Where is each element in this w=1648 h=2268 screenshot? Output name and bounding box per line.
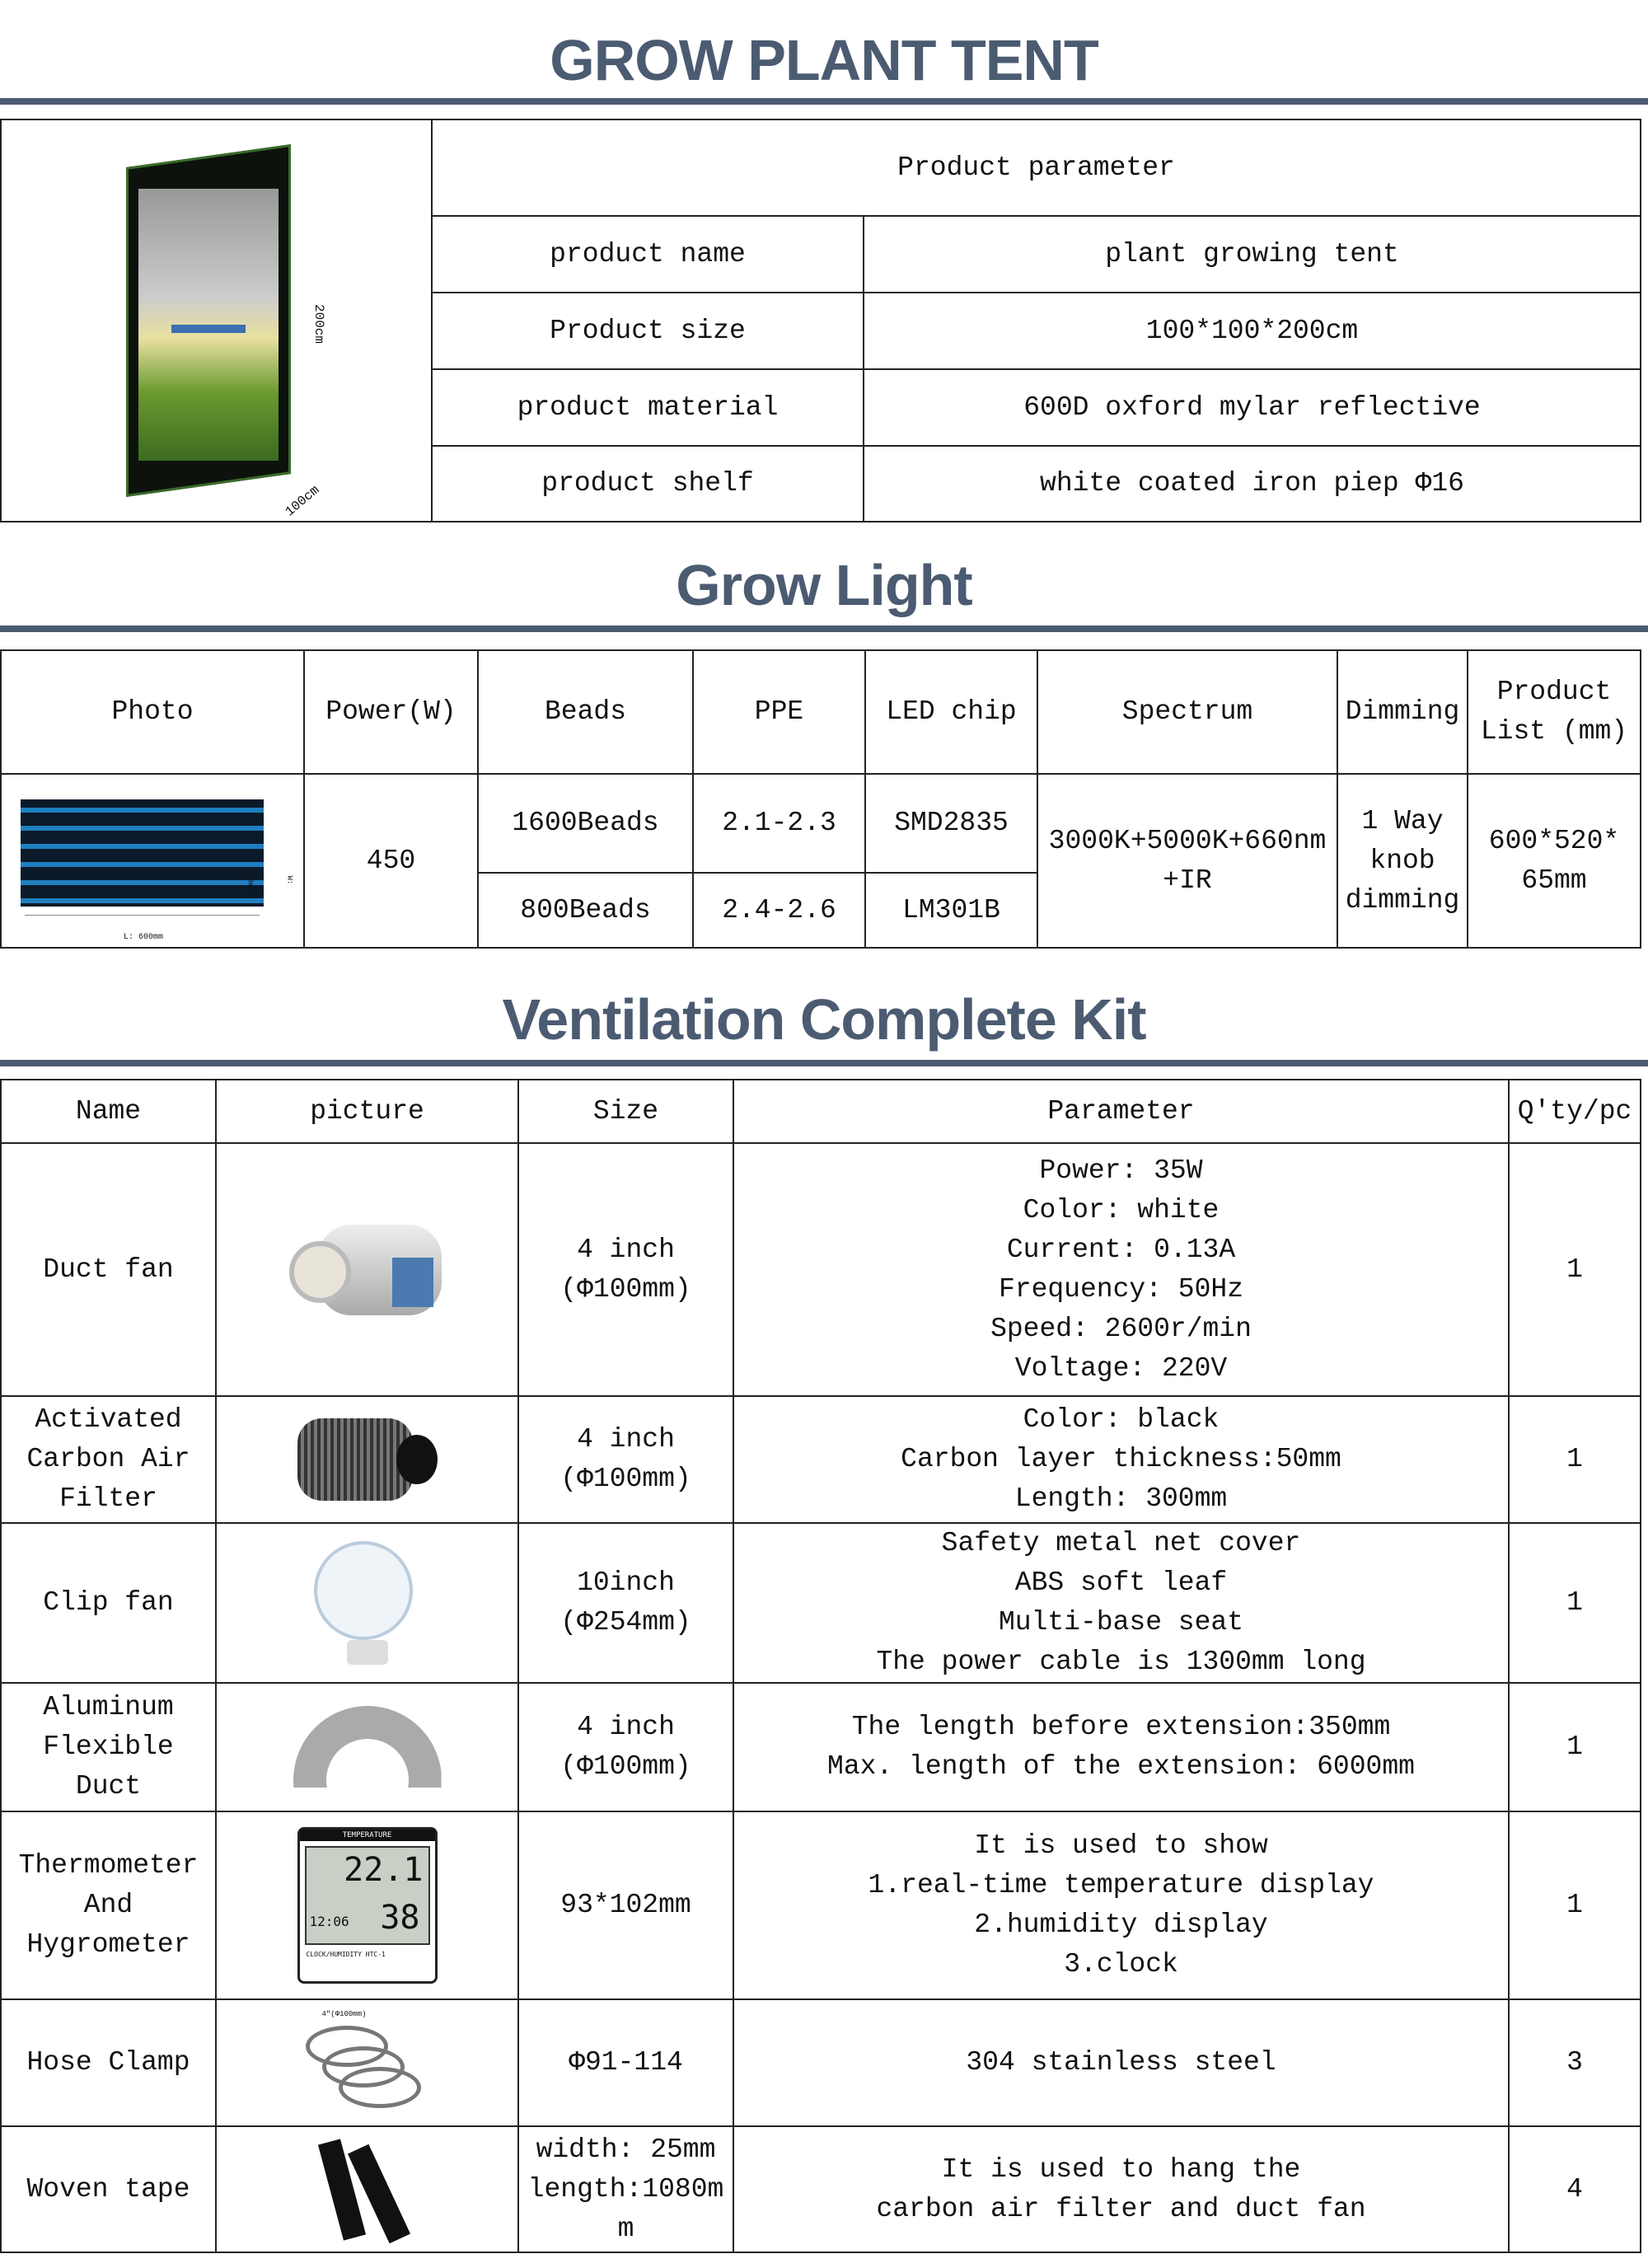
param-line: 2.humidity display [974, 1910, 1268, 1940]
item-picture [216, 2126, 518, 2252]
header-photo: Photo [1, 650, 304, 774]
item-name: Woven tape [1, 2126, 216, 2252]
param-line: Multi-base seat [998, 1607, 1244, 1638]
header-beads: Beads [478, 650, 693, 774]
tent-parameter-table [0, 119, 1641, 522]
thermometer-image [297, 1827, 438, 1984]
lcd-humidity: 38 [380, 1899, 420, 1937]
item-parameters [733, 1396, 1509, 1523]
item-name: Aluminum Flexible Duct [1, 1683, 216, 1811]
power-value: 450 [304, 774, 478, 948]
param-line: ABS soft leaf [1014, 1567, 1228, 1598]
lcd-time: 12:06 [309, 1914, 349, 1929]
header-dimming: Dimming [1337, 650, 1468, 774]
param-value: 100*100*200cm [864, 293, 1641, 369]
item-picture [216, 1683, 518, 1811]
param-line: 1.real-time temperature display [868, 1870, 1374, 1900]
table-row [1, 1683, 1641, 1811]
param-line: carbon air filter and duct fan [876, 2193, 1366, 2224]
clamp-size-label: 4"(Φ100mm) [321, 2010, 367, 2018]
tent-height-label: 200cm [311, 303, 326, 344]
param-value: white coated iron piep Φ16 [864, 446, 1641, 522]
spectrum-value: 3000K+5000K+660nm +IR [1037, 774, 1337, 948]
item-picture [216, 1999, 518, 2126]
param-line: The power cable is 1300mm long [876, 1647, 1366, 1677]
dimming-value: 1 Way knob dimming [1337, 774, 1468, 948]
header-parameter: Parameter [733, 1080, 1509, 1143]
table-row [1, 1523, 1641, 1683]
header-picture: picture [216, 1080, 518, 1143]
item-qty: 1 [1509, 1143, 1641, 1396]
product-list-value: 600*520* 65mm [1468, 774, 1641, 948]
param-line: It is used to hang the [941, 2153, 1301, 2185]
item-parameters [733, 1811, 1509, 1999]
param-value: plant growing tent [864, 216, 1641, 293]
item-qty: 1 [1509, 1523, 1641, 1683]
grow-light-image [21, 791, 294, 942]
ppe-value: 2.4-2.6 [693, 873, 865, 948]
table-row [1, 1999, 1641, 2126]
ventilation-kit-table [0, 1079, 1641, 2253]
light-width-label: W: 520mm [246, 868, 294, 891]
tent-width-label: 100cm [282, 482, 322, 520]
table-row [1, 1143, 1641, 1396]
item-size: width: 25mm length:1080mm [518, 2126, 733, 2252]
carbon-filter-image [297, 1414, 438, 1505]
param-line: 3.clock [1064, 1949, 1178, 1980]
lcd-temperature: 22.1 [344, 1851, 424, 1889]
hose-clamp-image [297, 2009, 438, 2116]
item-size: Φ91-114 [518, 1999, 733, 2126]
param-line: Power: 35W [1039, 1155, 1203, 1186]
param-line: The length before extension:350mm [851, 1712, 1391, 1742]
header-name: Name [1, 1080, 216, 1143]
param-line: 304 stainless steel [966, 2047, 1276, 2078]
item-parameters [733, 1999, 1509, 2126]
flexible-duct-image [285, 1702, 450, 1792]
param-line: Length: 300mm [1014, 1483, 1228, 1514]
param-line: Color: white [1023, 1194, 1220, 1225]
item-size: 10inch (Φ254mm) [518, 1523, 733, 1683]
item-picture [216, 1396, 518, 1523]
param-line: Color: black [1023, 1404, 1220, 1435]
param-label: product name [432, 216, 864, 293]
clip-fan-image [306, 1533, 429, 1673]
param-line: Carbon layer thickness:50mm [901, 1444, 1341, 1474]
item-qty: 1 [1509, 1396, 1641, 1523]
item-name: Clip fan [1, 1523, 216, 1683]
item-parameters [733, 1143, 1509, 1396]
item-size: 93*102mm [518, 1811, 733, 1999]
item-qty: 1 [1509, 1683, 1641, 1811]
tent-image [101, 139, 332, 520]
item-picture [216, 1811, 518, 1999]
beads-value: 1600Beads [478, 774, 693, 873]
param-line: Speed: 2600r/min [990, 1313, 1252, 1344]
param-line: It is used to show [974, 1830, 1268, 1861]
section-divider [0, 1060, 1648, 1066]
param-line: Frequency: 50Hz [998, 1273, 1244, 1305]
item-name: Hose Clamp [1, 1999, 216, 2126]
table-row [1, 1396, 1641, 1523]
section-divider [0, 98, 1648, 105]
section-divider [0, 626, 1648, 632]
item-qty: 3 [1509, 1999, 1641, 2126]
ppe-value: 2.1-2.3 [693, 774, 865, 873]
tent-section-title: GROW PLANT TENT [550, 28, 1098, 92]
chip-value: SMD2835 [865, 774, 1037, 873]
item-name: Activated Carbon Air Filter [1, 1396, 216, 1523]
param-line: Current: 0.13A [1006, 1234, 1236, 1265]
param-value: 600D oxford mylar reflective [864, 369, 1641, 446]
item-parameters [733, 1523, 1509, 1683]
param-line: Voltage: 220V [1014, 1352, 1228, 1384]
item-parameters [733, 1683, 1509, 1811]
item-picture [216, 1523, 518, 1683]
item-size: 4 inch (Φ100mm) [518, 1683, 733, 1811]
item-size: 4 inch (Φ100mm) [518, 1143, 733, 1396]
param-label: product shelf [432, 446, 864, 522]
woven-tape-image [306, 2136, 429, 2243]
light-photo-cell [1, 774, 304, 948]
item-picture [216, 1143, 518, 1396]
light-section-title: Grow Light [676, 553, 972, 617]
header-ppe: PPE [693, 650, 865, 774]
parameter-header: Product parameter [432, 119, 1641, 216]
kit-section-title: Ventilation Complete Kit [502, 987, 1146, 1052]
table-row [1, 1811, 1641, 1999]
item-qty: 4 [1509, 2126, 1641, 2252]
item-size: 4 inch (Φ100mm) [518, 1396, 733, 1523]
header-qty: Q'ty/pc [1509, 1080, 1641, 1143]
param-line: Safety metal net cover [941, 1528, 1301, 1558]
item-qty: 1 [1509, 1811, 1641, 1999]
lcd-model: CLOCK/HUMIDITY HTC-1 [306, 1951, 386, 1958]
header-product-list: Product List (mm) [1468, 650, 1641, 774]
tent-photo-cell [1, 119, 432, 522]
param-label: product material [432, 369, 864, 446]
table-row [1, 2126, 1641, 2252]
item-name: Duct fan [1, 1143, 216, 1396]
param-line: Max. length of the extension: 6000mm [827, 1751, 1415, 1782]
item-name: Thermometer And Hygrometer [1, 1811, 216, 1999]
beads-value: 800Beads [478, 873, 693, 948]
chip-value: LM301B [865, 873, 1037, 948]
header-power: Power(W) [304, 650, 478, 774]
light-length-label: L: 600mm [124, 932, 164, 942]
duct-fan-image [285, 1208, 450, 1332]
header-size: Size [518, 1080, 733, 1143]
grow-light-table [0, 649, 1641, 949]
item-parameters [733, 2126, 1509, 2252]
param-label: Product size [432, 293, 864, 369]
header-led-chip: LED chip [865, 650, 1037, 774]
header-spectrum: Spectrum [1037, 650, 1337, 774]
lcd-header: TEMPERATURE [300, 1830, 435, 1841]
